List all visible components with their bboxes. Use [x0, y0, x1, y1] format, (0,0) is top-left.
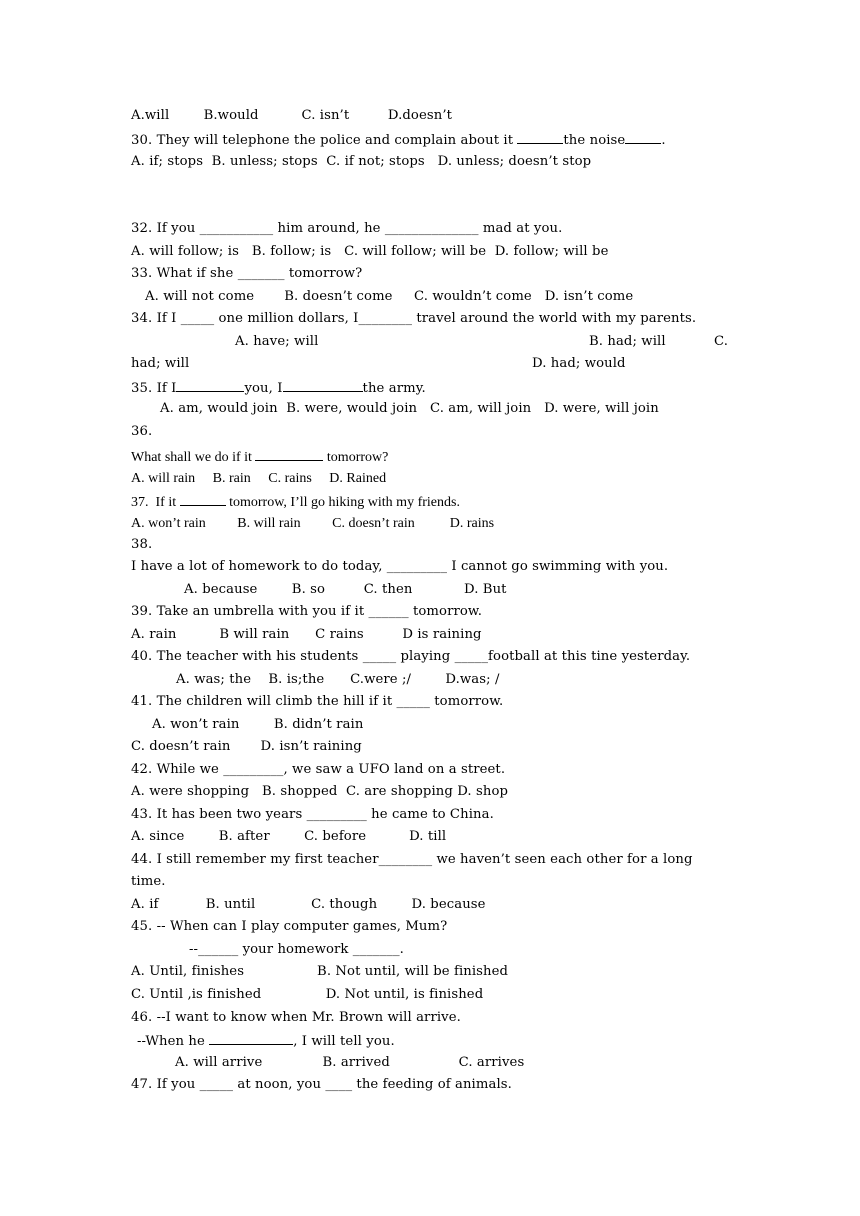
q42-text: 42. While we _________, we saw a UFO land on a street.	[131, 762, 506, 777]
q37-text: 37. If it tomorrow, I’ll go hiking with my friends.	[131, 491, 460, 513]
q41-options-cd: C. doesn’t rain D. isn’t raining	[131, 739, 362, 754]
q44-options: A. if B. until C. though D. because	[131, 897, 486, 912]
q46-reply: --When he , I will tell you.	[137, 1030, 395, 1052]
q47-text: 47. If you _____ at noon, you ____ the feeding of animals.	[131, 1077, 512, 1092]
q35-options: A. am, would join B. were, would join C. am, will join D. were, will join	[160, 401, 659, 416]
q34-option-c: had; will	[131, 356, 190, 371]
q36-options: A. will rain B. rain C. rains D. Rained	[131, 471, 387, 486]
q35-text: 35. If I you, I the army.	[131, 377, 426, 399]
q41-options-ab: A. won’t rain B. didn’t rain	[152, 717, 364, 732]
q36-number: 36.	[131, 424, 153, 439]
q34-option-c-label: C.	[714, 334, 729, 349]
q45-text: 45. -- When can I play computer games, Mum?	[131, 919, 448, 934]
q41-text: 41. The children will climb the hill if it _____ tomorrow.	[131, 694, 504, 709]
q44-text-cont: time.	[131, 874, 166, 889]
q29-options: A.will B.would C. isn’t D.doesn’t	[131, 108, 453, 123]
q34-text: 34. If I _____ one million dollars, I________ travel around the world with my parents.	[131, 311, 697, 326]
q43-options: A. since B. after C. before D. till	[131, 829, 447, 844]
q34-option-b: B. had; will	[589, 334, 666, 349]
q44-text: 44. I still remember my first teacher________ we haven’t seen each other for a long	[131, 852, 693, 867]
q38-number: 38.	[131, 537, 153, 552]
q45-options-ab: A. Until, finishes B. Not until, will be finished	[131, 964, 509, 979]
q38-options: A. because B. so C. then D. But	[184, 582, 507, 597]
q30-text: 30. They will telephone the police and complain about it the noise .	[131, 129, 666, 151]
q39-text: 39. Take an umbrella with you if it ______ tomorrow.	[131, 604, 483, 619]
q37-options: A. won’t rain B. will rain C. doesn’t rain D. rains	[131, 516, 495, 531]
q40-options: A. was; the B. is;the C.were ;/ D.was; /	[176, 672, 500, 687]
q46-options: A. will arrive B. arrived C. arrives	[175, 1055, 525, 1070]
q42-options: A. were shopping B. shopped C. are shopping D. shop	[131, 784, 509, 799]
q46-text: 46. --I want to know when Mr. Brown will arrive.	[131, 1010, 461, 1025]
q43-text: 43. It has been two years _________ he came to China.	[131, 807, 494, 822]
q45-reply: --______ your homework _______.	[189, 942, 404, 957]
q33-options: A. will not come B. doesn’t come C. wouldn’t come D. isn’t come	[145, 289, 634, 304]
q36-text: What shall we do if it tomorrow?	[131, 446, 388, 468]
q34-option-a: A. have; will	[235, 334, 319, 349]
q32-text: 32. If you ___________ him around, he ______________ mad at you.	[131, 221, 563, 236]
q33-text: 33. What if she _______ tomorrow?	[131, 266, 363, 281]
q39-options: A. rain B will rain C rains D is raining	[131, 627, 482, 642]
q40-text: 40. The teacher with his students _____ playing _____football at this tine yesterday.	[131, 649, 691, 664]
q32-options: A. will follow; is B. follow; is C. will follow; will be D. follow; will be	[131, 244, 609, 259]
q30-options: A. if; stops B. unless; stops C. if not; stops D. unless; doesn’t stop	[131, 154, 592, 169]
q38-text: I have a lot of homework to do today, _________ I cannot go swimming with you.	[131, 559, 669, 574]
q34-option-d: D. had; would	[532, 356, 626, 371]
q45-options-cd: C. Until ,is finished D. Not until, is finished	[131, 987, 484, 1002]
